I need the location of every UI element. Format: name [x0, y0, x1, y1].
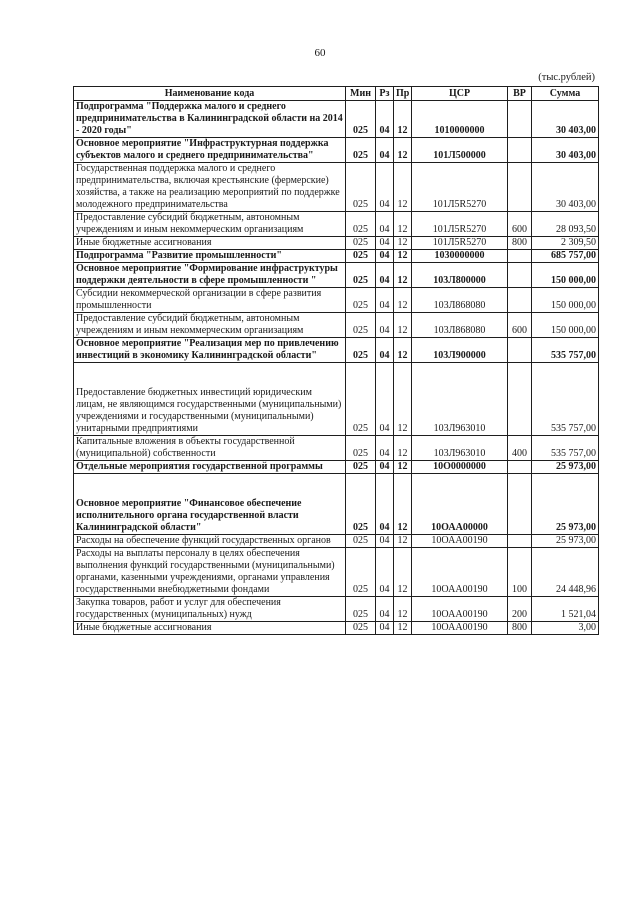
cell-vr: [508, 263, 532, 288]
cell-vr: 800: [508, 237, 532, 250]
cell-sum: 30 403,00: [532, 163, 599, 212]
header-rz: Рз: [376, 87, 394, 101]
table-row: [74, 313, 599, 338]
cell-pr: 12: [394, 338, 412, 363]
cell-pr: 12: [394, 237, 412, 250]
cell-sum: 30 403,00: [532, 138, 599, 163]
cell-sum: 685 757,00: [532, 250, 599, 263]
cell-name: Основное мероприятие "Реализация мер по привлечению инвестиций в экономику Калининградской области": [74, 338, 346, 363]
table-row: [74, 461, 599, 474]
cell-spacer: [76, 474, 343, 498]
table-row: [74, 288, 599, 313]
cell-sum: 24 448,96: [532, 548, 599, 597]
cell-rz: 04: [376, 163, 394, 212]
cell-rz: 04: [376, 548, 394, 597]
cell-name: Расходы на обеспечение функций государственных органов: [74, 535, 346, 548]
cell-pr: 12: [394, 461, 412, 474]
cell-csr: 101Л5R5270: [412, 163, 508, 212]
cell-pr: 12: [394, 548, 412, 597]
cell-min: 025: [346, 436, 376, 461]
cell-rz: 04: [376, 313, 394, 338]
cell-rz: 04: [376, 597, 394, 622]
cell-name: Расходы на выплаты персоналу в целях обеспечения выполнения функций государственными (муниципальными) органами, казенными учреждениями, органами управления государственными внебюджетными фондами: [74, 548, 346, 597]
cell-rz: 04: [376, 436, 394, 461]
cell-rz: 04: [376, 250, 394, 263]
table-row: [74, 212, 599, 237]
cell-rz: 04: [376, 461, 394, 474]
table-row: [74, 597, 599, 622]
budget-table: [73, 86, 599, 635]
table-header-row: [74, 87, 599, 101]
cell-name: Основное мероприятие "Инфраструктурная поддержка субъектов малого и среднего предпринимательства": [74, 138, 346, 163]
table-row: [74, 263, 599, 288]
cell-pr: 12: [394, 622, 412, 635]
cell-pr: 12: [394, 250, 412, 263]
cell-text: Основное мероприятие "Финансовое обеспечение исполнительного органа государственной власти Калининградской области": [76, 498, 302, 533]
cell-rz: 04: [376, 263, 394, 288]
cell-pr: 12: [394, 474, 412, 535]
cell-min: 025: [346, 237, 376, 250]
cell-vr: [508, 138, 532, 163]
table-row: [74, 436, 599, 461]
cell-pr: 12: [394, 363, 412, 436]
cell-vr: 600: [508, 313, 532, 338]
header-pr: Пр: [394, 87, 412, 101]
table-row: [74, 548, 599, 597]
table-row: [74, 163, 599, 212]
cell-csr: 103Л963010: [412, 436, 508, 461]
cell-min: 025: [346, 101, 376, 138]
header-sum: Сумма: [532, 87, 599, 101]
cell-csr: 101Л5R5270: [412, 212, 508, 237]
cell-sum: 30 403,00: [532, 101, 599, 138]
cell-pr: 12: [394, 288, 412, 313]
cell-csr: 1010000000: [412, 101, 508, 138]
cell-vr: [508, 363, 532, 436]
cell-name: [74, 474, 346, 535]
cell-vr: 400: [508, 436, 532, 461]
cell-csr: 10ОАА00000: [412, 474, 508, 535]
cell-csr: 1030000000: [412, 250, 508, 263]
cell-min: 025: [346, 622, 376, 635]
cell-name: Подпрограмма "Развитие промышленности": [74, 250, 346, 263]
cell-csr: 101Л5R5270: [412, 237, 508, 250]
cell-min: 025: [346, 461, 376, 474]
cell-min: 025: [346, 288, 376, 313]
cell-csr: 10ОАА00190: [412, 622, 508, 635]
cell-min: 025: [346, 535, 376, 548]
cell-pr: 12: [394, 313, 412, 338]
cell-csr: 10ОАА00190: [412, 597, 508, 622]
header-vr: ВР: [508, 87, 532, 101]
cell-csr: 103Л900000: [412, 338, 508, 363]
cell-csr: 103Л868080: [412, 288, 508, 313]
cell-csr: 10ОАА00190: [412, 535, 508, 548]
cell-min: 025: [346, 212, 376, 237]
cell-name: Подпрограмма "Поддержка малого и среднего предпринимательства в Калининградской области на 2014 - 2020 годы": [74, 101, 346, 138]
cell-rz: 04: [376, 237, 394, 250]
cell-name: Иные бюджетные ассигнования: [74, 237, 346, 250]
cell-vr: [508, 101, 532, 138]
cell-vr: [508, 163, 532, 212]
cell-sum: 28 093,50: [532, 212, 599, 237]
cell-name: Иные бюджетные ассигнования: [74, 622, 346, 635]
cell-csr: 10ОАА00190: [412, 548, 508, 597]
cell-min: 025: [346, 163, 376, 212]
cell-min: 025: [346, 263, 376, 288]
cell-vr: [508, 535, 532, 548]
cell-rz: 04: [376, 138, 394, 163]
cell-name: Субсидии некоммерческой организации в сфере развития промышленности: [74, 288, 346, 313]
table-row: [74, 250, 599, 263]
cell-vr: [508, 288, 532, 313]
table-row: [74, 622, 599, 635]
cell-name: [74, 363, 346, 436]
cell-name: Капитальные вложения в объекты государственной (муниципальной) собственности: [74, 436, 346, 461]
cell-vr: [508, 474, 532, 535]
page-number: 60: [314, 47, 326, 59]
cell-sum: 535 757,00: [532, 363, 599, 436]
cell-name: Основное мероприятие "Формирование инфраструктуры поддержки деятельности в сфере промышленности ": [74, 263, 346, 288]
cell-pr: 12: [394, 597, 412, 622]
cell-csr: 10О0000000: [412, 461, 508, 474]
table-row: [74, 101, 599, 138]
cell-rz: 04: [376, 338, 394, 363]
table-row: [74, 138, 599, 163]
cell-sum: 2 309,50: [532, 237, 599, 250]
cell-pr: 12: [394, 263, 412, 288]
table-row: [74, 474, 599, 535]
cell-rz: 04: [376, 622, 394, 635]
cell-sum: 150 000,00: [532, 263, 599, 288]
cell-min: 025: [346, 250, 376, 263]
cell-vr: [508, 338, 532, 363]
table-row: [74, 535, 599, 548]
cell-vr: [508, 461, 532, 474]
table-row: [74, 237, 599, 250]
header-name: Наименование кода: [74, 87, 346, 101]
cell-sum: 25 973,00: [532, 461, 599, 474]
cell-name: Отдельные мероприятия государственной программы: [74, 461, 346, 474]
cell-name: Предоставление субсидий бюджетным, автономным учреждениям и иным некоммерческим организациям: [74, 313, 346, 338]
cell-pr: 12: [394, 212, 412, 237]
cell-sum: 1 521,04: [532, 597, 599, 622]
cell-rz: 04: [376, 535, 394, 548]
cell-pr: 12: [394, 436, 412, 461]
cell-sum: 25 973,00: [532, 535, 599, 548]
header-csr: ЦСР: [412, 87, 508, 101]
cell-rz: 04: [376, 363, 394, 436]
cell-rz: 04: [376, 212, 394, 237]
cell-min: 025: [346, 548, 376, 597]
units-label: (тыс.рублей): [538, 72, 595, 83]
cell-sum: 150 000,00: [532, 313, 599, 338]
cell-pr: 12: [394, 163, 412, 212]
cell-pr: 12: [394, 138, 412, 163]
cell-rz: 04: [376, 101, 394, 138]
cell-name: Закупка товаров, работ и услуг для обеспечения государственных (муниципальных) нужд: [74, 597, 346, 622]
table-row: [74, 363, 599, 436]
cell-sum: 535 757,00: [532, 338, 599, 363]
cell-vr: 600: [508, 212, 532, 237]
cell-min: 025: [346, 338, 376, 363]
cell-name: Предоставление субсидий бюджетным, автономным учреждениям и иным некоммерческим организациям: [74, 212, 346, 237]
cell-rz: 04: [376, 288, 394, 313]
cell-min: 025: [346, 597, 376, 622]
cell-vr: 100: [508, 548, 532, 597]
cell-min: 025: [346, 138, 376, 163]
cell-spacer: [76, 363, 343, 387]
cell-csr: 103Л800000: [412, 263, 508, 288]
cell-pr: 12: [394, 535, 412, 548]
cell-pr: 12: [394, 101, 412, 138]
cell-sum: 150 000,00: [532, 288, 599, 313]
cell-rz: 04: [376, 474, 394, 535]
cell-csr: 103Л963010: [412, 363, 508, 436]
cell-sum: 535 757,00: [532, 436, 599, 461]
header-min: Мин: [346, 87, 376, 101]
cell-vr: 800: [508, 622, 532, 635]
cell-csr: 101Л500000: [412, 138, 508, 163]
cell-min: 025: [346, 363, 376, 436]
cell-vr: 200: [508, 597, 532, 622]
table-row: [74, 338, 599, 363]
cell-min: 025: [346, 313, 376, 338]
cell-name: Государственная поддержка малого и среднего предпринимательства, включая крестьянские (фермерские) хозяйства, а также на реализацию мероприятий по поддержке молодежного предпринимательства: [74, 163, 346, 212]
cell-sum: 25 973,00: [532, 474, 599, 535]
cell-csr: 103Л868080: [412, 313, 508, 338]
cell-sum: 3,00: [532, 622, 599, 635]
cell-vr: [508, 250, 532, 263]
cell-text: Предоставление бюджетных инвестиций юридическим лицам, не являющимся государственными (муниципальными) учреждениями и государственными (муниципальными) унитарными предприятиями: [76, 387, 342, 434]
cell-min: 025: [346, 474, 376, 535]
